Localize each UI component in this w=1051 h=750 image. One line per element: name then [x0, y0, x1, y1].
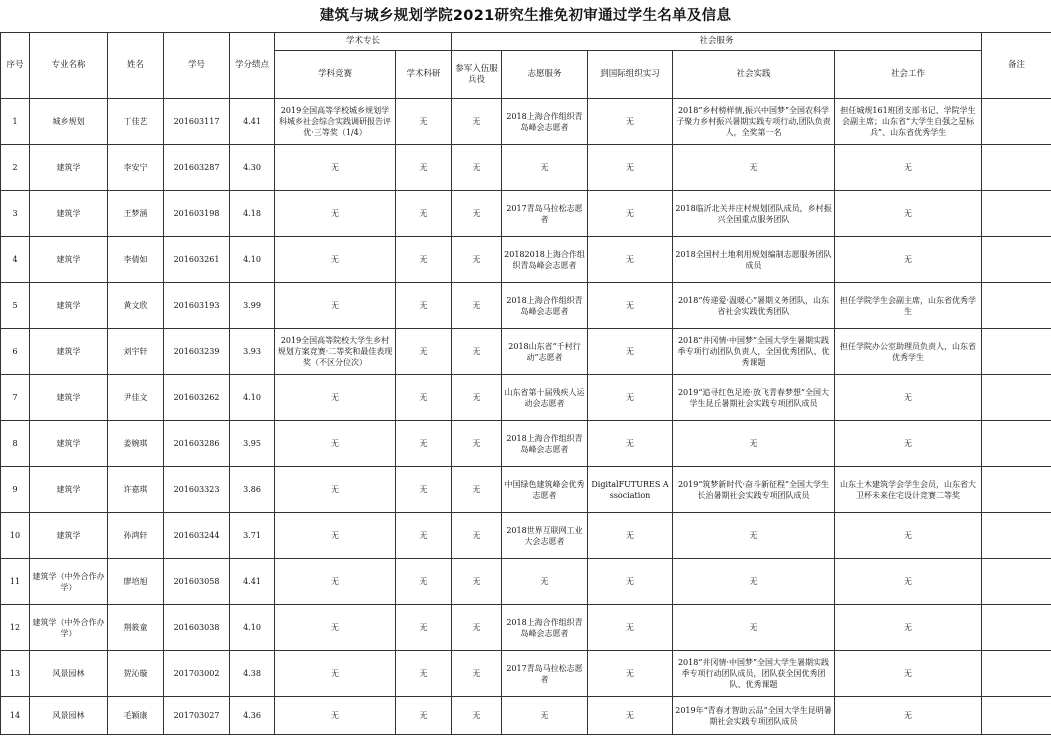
- header-remarks: 备注: [982, 33, 1051, 99]
- cell-remarks: [982, 237, 1051, 283]
- header-major: 专业名称: [30, 33, 108, 99]
- cell-intl-org: DigitalFUTURES Association: [588, 467, 673, 513]
- cell-work: 无: [835, 559, 982, 605]
- cell-name: 丁佳艺: [108, 99, 164, 145]
- cell-major: 建筑学: [30, 421, 108, 467]
- header-student-id: 学号: [164, 33, 230, 99]
- header-competition: 学科竞赛: [275, 51, 396, 99]
- cell-practice: 2019“筑梦新时代·奋斗新征程”全国大学生长治暑期社会实践专项团队成员: [673, 467, 835, 513]
- table-row: [1, 145, 1051, 191]
- cell-volunteer: 2018上海合作组织青岛峰会志愿者: [502, 421, 588, 467]
- cell-intl-org: 无: [588, 191, 673, 237]
- cell-seq: 13: [1, 651, 30, 697]
- cell-competition: 无: [275, 145, 396, 191]
- cell-work: 无: [835, 145, 982, 191]
- cell-remarks: [982, 559, 1051, 605]
- cell-military: 无: [452, 191, 502, 237]
- cell-major: 建筑学: [30, 145, 108, 191]
- cell-gpa: 4.38: [230, 651, 275, 697]
- cell-practice: 2018临沂北关井庄村规划团队成员，乡村振兴全国重点服务团队: [673, 191, 835, 237]
- cell-practice: 无: [673, 421, 835, 467]
- table-row: [1, 559, 1051, 605]
- cell-competition: 无: [275, 651, 396, 697]
- table-body: [1, 99, 1051, 735]
- cell-gpa: 4.36: [230, 697, 275, 735]
- cell-work: 担任学院学生会副主席，山东省优秀学生: [835, 283, 982, 329]
- cell-practice: 2018“井冈情·中国梦”全国大学生暑期实践季专项行动团队负责人，全国优秀团队、优秀课题: [673, 329, 835, 375]
- table-row: [1, 237, 1051, 283]
- student-list-table: [0, 32, 1051, 735]
- cell-remarks: [982, 375, 1051, 421]
- cell-seq: 4: [1, 237, 30, 283]
- cell-practice: 无: [673, 559, 835, 605]
- table-row: [1, 605, 1051, 651]
- cell-seq: 14: [1, 697, 30, 735]
- cell-volunteer: 无: [502, 145, 588, 191]
- cell-military: 无: [452, 605, 502, 651]
- cell-volunteer: 2018上海合作组织青岛峰会志愿者: [502, 605, 588, 651]
- cell-name: 孙鸿轩: [108, 513, 164, 559]
- cell-research: 无: [396, 605, 452, 651]
- cell-gpa: 4.30: [230, 145, 275, 191]
- cell-name: 李安宁: [108, 145, 164, 191]
- cell-work: 无: [835, 697, 982, 735]
- cell-military: 无: [452, 375, 502, 421]
- cell-research: 无: [396, 697, 452, 735]
- cell-intl-org: 无: [588, 237, 673, 283]
- cell-remarks: [982, 467, 1051, 513]
- cell-remarks: [982, 421, 1051, 467]
- cell-remarks: [982, 99, 1051, 145]
- cell-student-id: 201603193: [164, 283, 230, 329]
- cell-competition: 无: [275, 237, 396, 283]
- table-row: [1, 513, 1051, 559]
- cell-intl-org: 无: [588, 559, 673, 605]
- cell-volunteer: 2018上海合作组织青岛峰会志愿者: [502, 99, 588, 145]
- cell-work: 无: [835, 513, 982, 559]
- cell-practice: 2018全国村土地利用规划编制志愿服务团队成员: [673, 237, 835, 283]
- cell-intl-org: 无: [588, 99, 673, 145]
- cell-gpa: 3.86: [230, 467, 275, 513]
- cell-seq: 10: [1, 513, 30, 559]
- cell-gpa: 4.41: [230, 99, 275, 145]
- cell-volunteer: 2017青岛马拉松志愿者: [502, 651, 588, 697]
- cell-military: 无: [452, 237, 502, 283]
- cell-seq: 3: [1, 191, 30, 237]
- cell-gpa: 4.10: [230, 605, 275, 651]
- cell-student-id: 201603239: [164, 329, 230, 375]
- table-row: [1, 421, 1051, 467]
- header-academic-group: 学术专长: [275, 33, 452, 51]
- cell-seq: 2: [1, 145, 30, 191]
- cell-gpa: 3.99: [230, 283, 275, 329]
- cell-name: 廖培旭: [108, 559, 164, 605]
- cell-work: 无: [835, 191, 982, 237]
- cell-intl-org: 无: [588, 421, 673, 467]
- cell-remarks: [982, 651, 1051, 697]
- cell-gpa: 4.41: [230, 559, 275, 605]
- cell-name: 许嘉琪: [108, 467, 164, 513]
- cell-work: 无: [835, 421, 982, 467]
- header-volunteer: 志愿服务: [502, 51, 588, 99]
- header-row-top: [1, 33, 1051, 51]
- cell-major: 建筑学: [30, 467, 108, 513]
- header-research: 学术科研: [396, 51, 452, 99]
- cell-student-id: 201703002: [164, 651, 230, 697]
- cell-major: 城乡规划: [30, 99, 108, 145]
- cell-volunteer: 山东省第十届残疾人运动会志愿者: [502, 375, 588, 421]
- cell-seq: 9: [1, 467, 30, 513]
- cell-military: 无: [452, 99, 502, 145]
- header-name: 姓名: [108, 33, 164, 99]
- cell-seq: 6: [1, 329, 30, 375]
- cell-remarks: [982, 283, 1051, 329]
- cell-major: 建筑学: [30, 283, 108, 329]
- cell-work: 无: [835, 605, 982, 651]
- cell-military: 无: [452, 329, 502, 375]
- cell-major: 建筑学: [30, 375, 108, 421]
- cell-remarks: [982, 145, 1051, 191]
- cell-student-id: 201603262: [164, 375, 230, 421]
- cell-volunteer: 无: [502, 559, 588, 605]
- cell-practice: 无: [673, 513, 835, 559]
- cell-volunteer: 中国绿色建筑峰会优秀志愿者: [502, 467, 588, 513]
- cell-intl-org: 无: [588, 513, 673, 559]
- cell-student-id: 201603058: [164, 559, 230, 605]
- cell-seq: 11: [1, 559, 30, 605]
- cell-work: 无: [835, 375, 982, 421]
- cell-research: 无: [396, 421, 452, 467]
- cell-military: 无: [452, 513, 502, 559]
- cell-volunteer: 无: [502, 697, 588, 735]
- cell-military: 无: [452, 421, 502, 467]
- cell-competition: 无: [275, 467, 396, 513]
- cell-intl-org: 无: [588, 145, 673, 191]
- cell-major: 建筑学（中外合作办学）: [30, 559, 108, 605]
- cell-military: 无: [452, 651, 502, 697]
- cell-name: 毛颖康: [108, 697, 164, 735]
- cell-remarks: [982, 329, 1051, 375]
- header-seq: 序号: [1, 33, 30, 99]
- cell-name: 黄文欣: [108, 283, 164, 329]
- cell-military: 无: [452, 697, 502, 735]
- cell-competition: 无: [275, 375, 396, 421]
- cell-competition: 2019全国高等学校城乡规划学科城乡社会综合实践调研报告评优·三等奖（1/4）: [275, 99, 396, 145]
- cell-seq: 8: [1, 421, 30, 467]
- cell-student-id: 201703027: [164, 697, 230, 735]
- cell-work: 无: [835, 651, 982, 697]
- cell-name: 姜婉琪: [108, 421, 164, 467]
- header-social-group: 社会服务: [452, 33, 982, 51]
- cell-intl-org: 无: [588, 605, 673, 651]
- cell-seq: 5: [1, 283, 30, 329]
- cell-gpa: 4.18: [230, 191, 275, 237]
- cell-volunteer: 2018世界互联网工业大会志愿者: [502, 513, 588, 559]
- cell-competition: 无: [275, 513, 396, 559]
- cell-practice: 2019“追寻红色足迹·放飞青春梦想”全国大学生昆丘暑期社会实践专项团队成员: [673, 375, 835, 421]
- header-practice: 社会实践: [673, 51, 835, 99]
- cell-military: 无: [452, 559, 502, 605]
- cell-work: 山东土木建筑学会学生会员，山东省大卫杯未来住宅设计竞赛二等奖: [835, 467, 982, 513]
- cell-competition: 无: [275, 283, 396, 329]
- cell-intl-org: 无: [588, 375, 673, 421]
- table-row: [1, 191, 1051, 237]
- cell-student-id: 201603038: [164, 605, 230, 651]
- cell-practice: 2018“乡村榜样情,振兴中国梦”全国农科学子聚力乡村振兴暑期实践专项行动,团队负责人，全奖第一名: [673, 99, 835, 145]
- cell-research: 无: [396, 375, 452, 421]
- cell-volunteer: 2017青岛马拉松志愿者: [502, 191, 588, 237]
- cell-work: 担任城规161班团支部书记、学院学生会副主席；山东省“大学生自强之星标兵”、山东省优秀学生: [835, 99, 982, 145]
- cell-practice: 2018“传递爱·温暖心”暑期义务团队，山东省社会实践优秀团队: [673, 283, 835, 329]
- cell-name: 刘宇轩: [108, 329, 164, 375]
- cell-intl-org: 无: [588, 283, 673, 329]
- cell-student-id: 201603287: [164, 145, 230, 191]
- cell-competition: 无: [275, 605, 396, 651]
- cell-work: 担任学院办公室助理员负责人，山东省优秀学生: [835, 329, 982, 375]
- header-military: 参军入伍服兵役: [452, 51, 502, 99]
- cell-research: 无: [396, 329, 452, 375]
- cell-research: 无: [396, 145, 452, 191]
- cell-student-id: 201603286: [164, 421, 230, 467]
- cell-student-id: 201603198: [164, 191, 230, 237]
- cell-volunteer: 2018山东省“千村行动”志愿者: [502, 329, 588, 375]
- table-row: [1, 651, 1051, 697]
- cell-research: 无: [396, 467, 452, 513]
- cell-practice: 无: [673, 605, 835, 651]
- cell-research: 无: [396, 559, 452, 605]
- cell-major: 建筑学: [30, 513, 108, 559]
- table-row: [1, 283, 1051, 329]
- cell-seq: 7: [1, 375, 30, 421]
- cell-student-id: 201603244: [164, 513, 230, 559]
- cell-research: 无: [396, 283, 452, 329]
- cell-gpa: 3.95: [230, 421, 275, 467]
- cell-major: 建筑学: [30, 237, 108, 283]
- cell-gpa: 4.10: [230, 237, 275, 283]
- cell-name: 王梦涵: [108, 191, 164, 237]
- cell-intl-org: 无: [588, 651, 673, 697]
- cell-practice: 2018“井冈情·中国梦”全国大学生暑期实践季专项行动团队成员，团队获全国优秀团队、优秀课题: [673, 651, 835, 697]
- cell-major: 建筑学: [30, 329, 108, 375]
- cell-gpa: 3.93: [230, 329, 275, 375]
- cell-competition: 2019全国高等院校大学生乡村规划方案竞赛·二等奖和最佳表现奖（不区分位次）: [275, 329, 396, 375]
- cell-student-id: 201603117: [164, 99, 230, 145]
- cell-name: 荆筱童: [108, 605, 164, 651]
- cell-remarks: [982, 513, 1051, 559]
- cell-remarks: [982, 697, 1051, 735]
- header-work: 社会工作: [835, 51, 982, 99]
- table-row: [1, 697, 1051, 735]
- cell-major: 风景园林: [30, 651, 108, 697]
- cell-name: 李倩如: [108, 237, 164, 283]
- cell-research: 无: [396, 191, 452, 237]
- cell-seq: 1: [1, 99, 30, 145]
- cell-volunteer: 20182018上海合作组织青岛峰会志愿者: [502, 237, 588, 283]
- cell-practice: 2019年“青春才智助云品”全国大学生昆明暑期社会实践专项团队成员: [673, 697, 835, 735]
- cell-major: 风景园林: [30, 697, 108, 735]
- table-row: [1, 99, 1051, 145]
- cell-volunteer: 2018上海合作组织青岛峰会志愿者: [502, 283, 588, 329]
- cell-research: 无: [396, 237, 452, 283]
- cell-research: 无: [396, 513, 452, 559]
- table-row: [1, 329, 1051, 375]
- cell-competition: 无: [275, 697, 396, 735]
- cell-research: 无: [396, 651, 452, 697]
- cell-military: 无: [452, 145, 502, 191]
- cell-intl-org: 无: [588, 697, 673, 735]
- cell-remarks: [982, 605, 1051, 651]
- cell-research: 无: [396, 99, 452, 145]
- cell-student-id: 201603261: [164, 237, 230, 283]
- cell-military: 无: [452, 467, 502, 513]
- cell-name: 贺沁璇: [108, 651, 164, 697]
- cell-work: 无: [835, 237, 982, 283]
- cell-practice: 无: [673, 145, 835, 191]
- cell-military: 无: [452, 283, 502, 329]
- cell-intl-org: 无: [588, 329, 673, 375]
- cell-remarks: [982, 191, 1051, 237]
- cell-seq: 12: [1, 605, 30, 651]
- header-gpa: 学分绩点: [230, 33, 275, 99]
- cell-student-id: 201603323: [164, 467, 230, 513]
- cell-major: 建筑学: [30, 191, 108, 237]
- cell-gpa: 3.71: [230, 513, 275, 559]
- table-row: [1, 467, 1051, 513]
- cell-major: 建筑学（中外合作办学）: [30, 605, 108, 651]
- cell-competition: 无: [275, 421, 396, 467]
- cell-competition: 无: [275, 559, 396, 605]
- sheet-title: 建筑与城乡规划学院2021研究生推免初审通过学生名单及信息: [319, 8, 732, 24]
- cell-name: 尹佳文: [108, 375, 164, 421]
- cell-gpa: 4.10: [230, 375, 275, 421]
- header-intl-org: 到国际组织实习: [588, 51, 673, 99]
- cell-competition: 无: [275, 191, 396, 237]
- table-row: [1, 375, 1051, 421]
